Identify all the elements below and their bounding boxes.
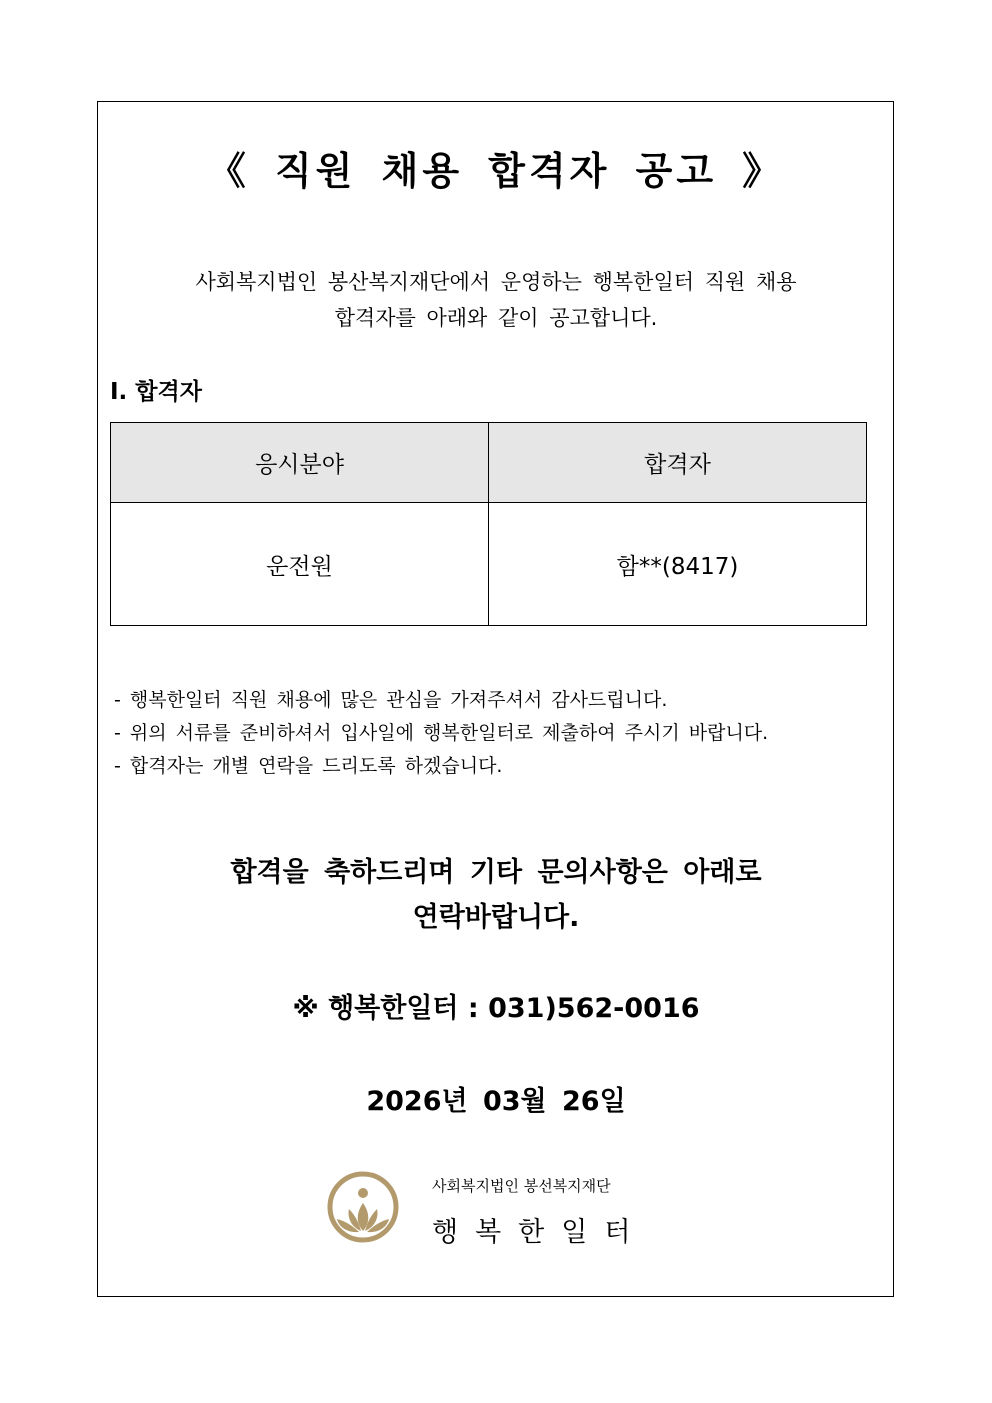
contact-info: ※ 행복한일터 : 031)562-0016	[292, 993, 700, 1024]
closing-line-1: 합격을 축하드리며 기타 문의사항은 아래로	[230, 857, 762, 888]
closing-line-2: 연락바랍니다.	[412, 902, 580, 933]
header-field: 응시분야	[111, 423, 489, 503]
organization-subtitle: 사회복지법인 봉선복지재단	[432, 1177, 611, 1195]
page-title: 《 직원 채용 합격자 공고 》	[207, 149, 785, 193]
header-applicant: 합격자	[489, 423, 867, 503]
lotus-logo-icon	[323, 1171, 403, 1243]
cell-applicant: 함**(8417)	[489, 503, 867, 626]
list-item: - 합격자는 개별 연락을 드리도록 하겠습니다.	[114, 755, 503, 777]
list-item: - 행복한일터 직원 채용에 많은 관심을 가져주셔서 감사드립니다.	[114, 689, 668, 711]
table-header-row	[111, 423, 867, 503]
list-item: - 위의 서류를 준비하셔서 입사일에 행복한일터로 제출하여 주시기 바랍니다.	[114, 722, 769, 744]
notice-date: 2026년 03월 26일	[366, 1086, 626, 1117]
notes-list	[114, 684, 768, 783]
section-heading: Ⅰ. 합격자	[110, 379, 202, 405]
intro-paragraph	[0, 264, 992, 336]
result-table	[110, 422, 867, 626]
closing-message	[0, 850, 992, 940]
intro-line-1: 사회복지법인 봉산복지재단에서 운영하는 행복한일터 직원 채용	[195, 270, 797, 294]
cell-field: 운전원	[111, 503, 489, 626]
table-row	[111, 503, 867, 626]
intro-line-2: 합격자를 아래와 같이 공고합니다.	[334, 306, 658, 330]
organization-name: 행복한일터	[432, 1217, 648, 1248]
